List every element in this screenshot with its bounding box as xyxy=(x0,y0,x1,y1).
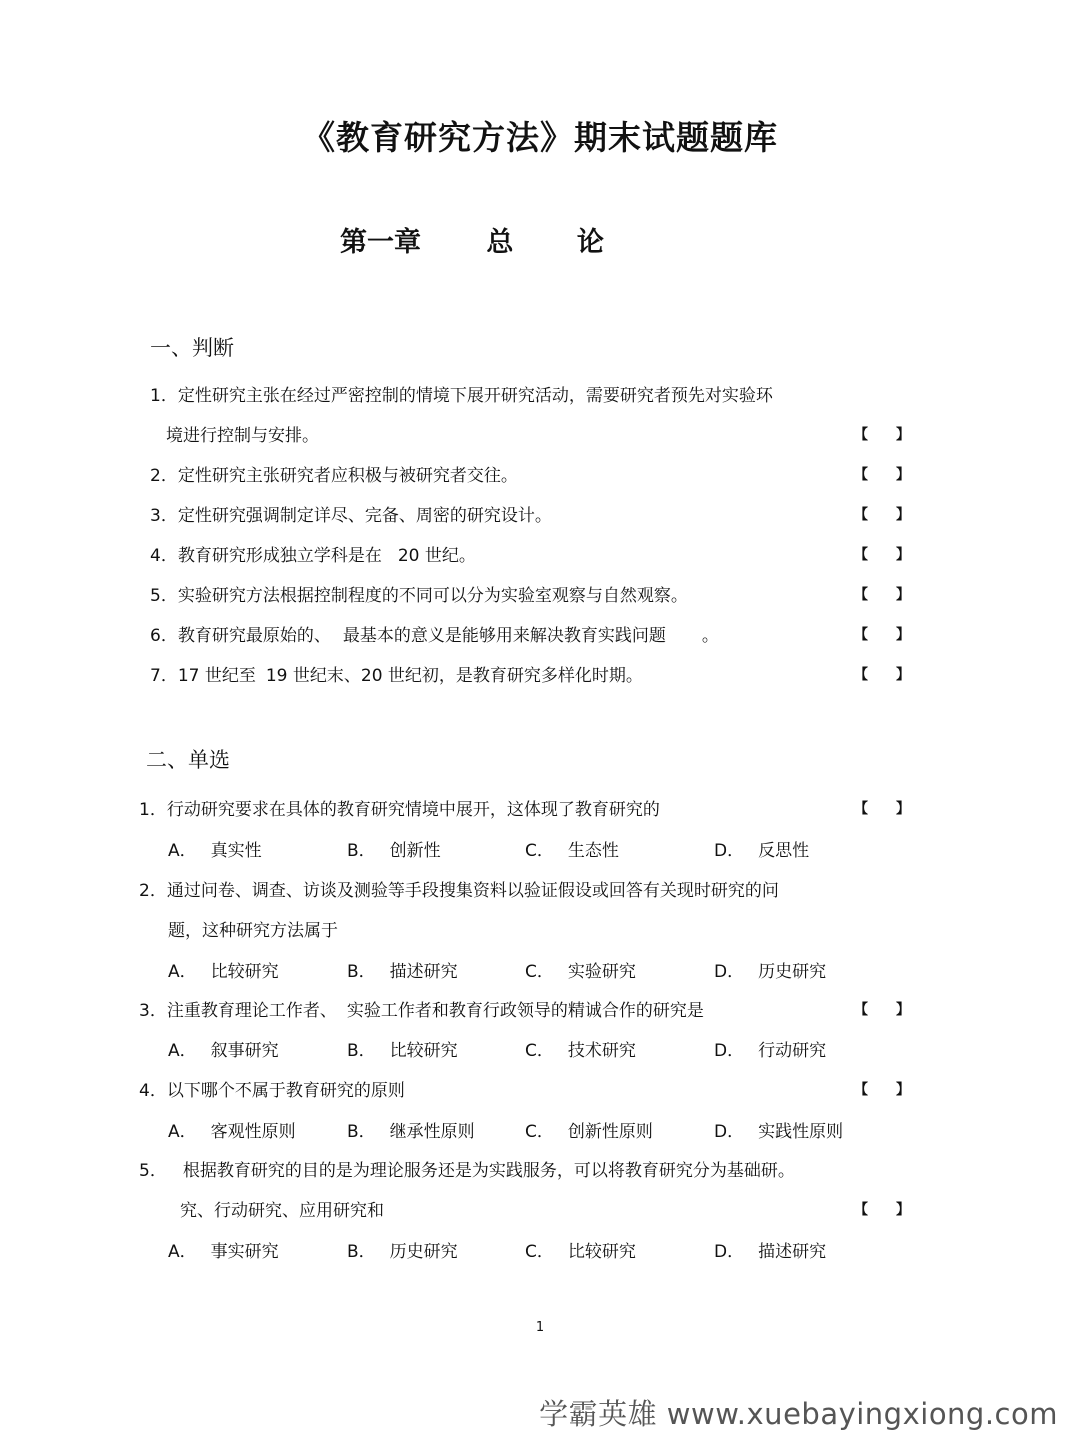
option-c: C． 实验研究 xyxy=(525,962,636,982)
mc-question-2-line-2: 题，这种研究方法属于 xyxy=(168,921,338,941)
option-a: A． 客观性原则 xyxy=(168,1122,296,1142)
tf-question-6: 6．教育研究最原始的、 最基本的意义是能够用来解决教育实践问题 。 xyxy=(150,626,719,646)
option-b: B． 描述研究 xyxy=(347,962,458,982)
mc-question-5-line-2: 究、行动研究、应用研究和 xyxy=(180,1201,384,1221)
mc-question-3: 3．注重教育理论工作者、 实验工作者和教育行政领导的精诚合作的研究是 xyxy=(139,1001,704,1021)
option-d: D． 行动研究 xyxy=(714,1041,827,1061)
footer-watermark: 学霸英雄 www.xuebayingxiong.com xyxy=(539,1397,1058,1431)
mc-question-1: 1．行动研究要求在具体的教育研究情境中展开，这体现了教育研究的 xyxy=(139,800,660,820)
mc-question-5-line-1: 5． 根据教育研究的目的是为理论服务还是为实践服务，可以将教育研究分为基础研。 xyxy=(139,1161,795,1181)
option-c: C． 生态性 xyxy=(525,841,619,861)
answer-bracket: 【 】 xyxy=(854,1202,910,1218)
tf-question-3: 3．定性研究强调制定详尽、完备、周密的研究设计。 xyxy=(150,506,552,526)
option-a: A． 真实性 xyxy=(168,841,262,861)
tf-question-4: 4．教育研究形成独立学科是在 20 世纪。 xyxy=(150,546,476,566)
answer-bracket: 【 】 xyxy=(854,801,910,817)
answer-bracket: 【 】 xyxy=(854,427,910,443)
section-heading-true-false: 一、判断 xyxy=(150,336,234,360)
answer-bracket: 【 】 xyxy=(854,507,910,523)
mc-question-2-line-1: 2．通过问卷、调查、访谈及测验等手段搜集资料以验证假设或回答有关现时研究的问 xyxy=(139,881,779,901)
mc-question-4: 4．以下哪个不属于教育研究的原则 xyxy=(139,1081,405,1101)
option-a: A． 比较研究 xyxy=(168,962,279,982)
section-heading-single-choice: 二、单选 xyxy=(146,748,230,772)
option-d: D． 描述研究 xyxy=(714,1242,827,1262)
option-c: C． 比较研究 xyxy=(525,1242,636,1262)
option-d: D． 反思性 xyxy=(714,841,810,861)
option-d: D． 实践性原则 xyxy=(714,1122,844,1142)
chapter-word-1: 总 xyxy=(486,227,514,258)
tf-question-1-line-1: 1．定性研究主张在经过严密控制的情境下展开研究活动，需要研究者预先对实验环 xyxy=(150,386,773,406)
option-c: C． 技术研究 xyxy=(525,1041,636,1061)
answer-bracket: 【 】 xyxy=(854,667,910,683)
option-a: A． 事实研究 xyxy=(168,1242,279,1262)
answer-bracket: 【 】 xyxy=(854,1002,910,1018)
option-d: D． 历史研究 xyxy=(714,962,827,982)
answer-bracket: 【 】 xyxy=(854,587,910,603)
option-b: B． 历史研究 xyxy=(347,1242,458,1262)
document-title: 《教育研究方法》期末试题题库 xyxy=(302,118,778,157)
chapter-word-2: 论 xyxy=(576,227,604,258)
page-number: 1 xyxy=(535,1320,545,1335)
option-c: C． 创新性原则 xyxy=(525,1122,653,1142)
tf-question-1-line-2: 境进行控制与安排。 xyxy=(166,426,319,446)
option-b: B． 比较研究 xyxy=(347,1041,458,1061)
tf-question-2: 2．定性研究主张研究者应积极与被研究者交往。 xyxy=(150,466,518,486)
answer-bracket: 【 】 xyxy=(854,627,910,643)
answer-bracket: 【 】 xyxy=(854,467,910,483)
option-b: B． 继承性原则 xyxy=(347,1122,475,1142)
tf-question-5: 5．实验研究方法根据控制程度的不同可以分为实验室观察与自然观察。 xyxy=(150,586,688,606)
chapter-label: 第一章 xyxy=(340,227,421,258)
chapter-heading xyxy=(340,220,604,259)
tf-question-7: 7．17 世纪至 19 世纪末、20 世纪初，是教育研究多样化时期。 xyxy=(150,666,643,686)
option-a: A． 叙事研究 xyxy=(168,1041,279,1061)
option-b: B． 创新性 xyxy=(347,841,441,861)
answer-bracket: 【 】 xyxy=(854,547,910,563)
answer-bracket: 【 】 xyxy=(854,1082,910,1098)
